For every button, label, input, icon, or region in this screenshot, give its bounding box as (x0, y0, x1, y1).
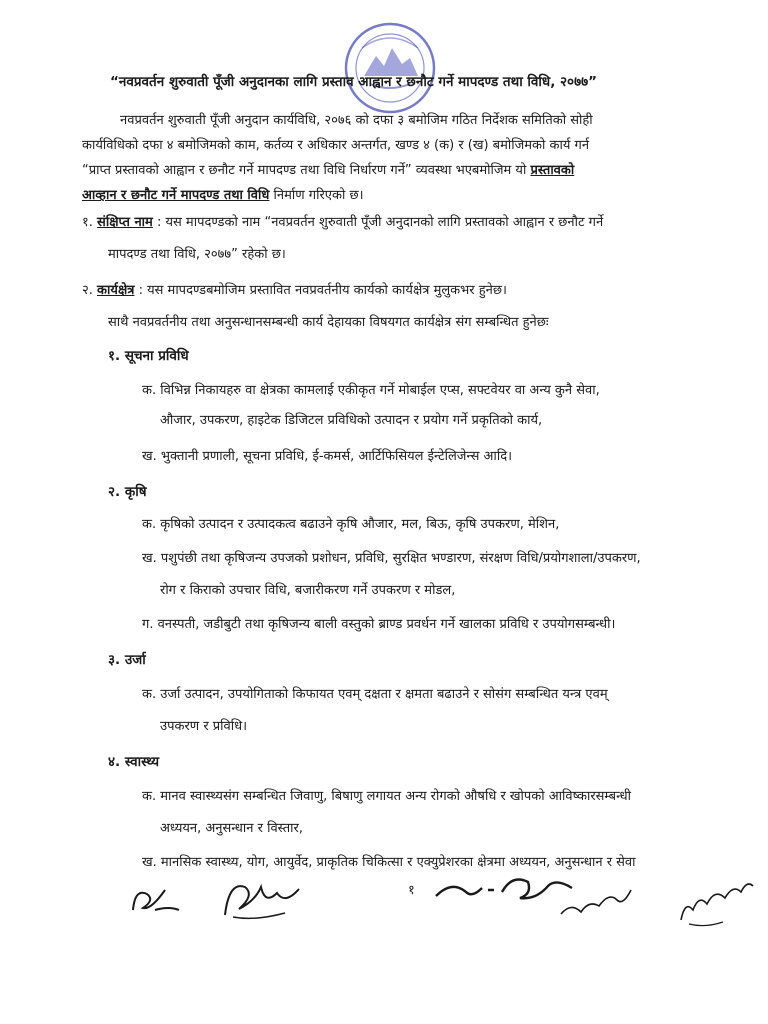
category-energy-item-ka-line-2: उपकरण र प्रविधि। (160, 719, 248, 734)
signature-5-icon (675, 870, 755, 930)
intro-line-4-underlined: आव्हान र छनौट गर्ने मापदण्ड तथा विधि (82, 188, 270, 203)
signature-2-icon (215, 875, 305, 925)
section-2-text-line-2: साथै नवप्रवर्तनीय तथा अनुसन्धानसम्बन्धी कार्य देहायका विषयगत कार्यक्षेत्र संग सम्बन्धित हुनेछः (108, 315, 549, 330)
category-heading-agriculture: २. कृषि (108, 484, 147, 500)
signature-4-icon (555, 882, 635, 922)
section-2 (82, 280, 507, 298)
section-1-text-line-2: मापदण्ड तथा विधि, २०७७” रहेको छ। (108, 247, 286, 262)
signature-1-icon (125, 880, 185, 920)
category-it-item-kha: ख. भुक्तानी प्रणाली, सूचना प्रविधि, ई-कमर्स, आर्टिफिसियल ईन्टेलिजेन्स आदि। (142, 449, 513, 464)
category-it-item-ka-line-1: क. विभिन्न निकायहरु वा क्षेत्रका कामलाई एकीकृत गर्ने मोबाईल एप्स, सफ्टवेयर वा अन्य कुनै सेवा, (142, 383, 600, 398)
category-heading-energy: ३. उर्जा (108, 652, 146, 668)
section-1-number: १. (82, 215, 93, 230)
document-title: “नवप्रवर्तन शुरुवाती पूँजी अनुदानका लागि प्रस्ताव आह्वान र छनौट गर्ने मापदण्ड तथा विधि, २०७७” (110, 74, 597, 90)
intro-line-2: कार्यविधिको दफा ४ बमोजिमको काम, कर्तव्य र अधिकार अन्तर्गत, खण्ड ४ (क) र (ख) बमोजिमको कार्य गर्न (82, 138, 590, 153)
category-health-item-ka-line-2: अध्ययन, अनुसन्धान र विस्तार, (160, 821, 303, 836)
intro-line-4 (82, 185, 364, 203)
category-it-item-ka-line-2: औजार, उपकरण, हाइटेक डिजिटल प्रविधिको उत्पादन र प्रयोग गर्ने प्रकृतिको कार्य, (160, 413, 543, 428)
intro-line-1: नवप्रवर्तन शुरुवाती पूँजी अनुदान कार्यविधि, २०७६ को दफा ३ बमोजिम गठित निर्देशक समितिको सोही (120, 113, 593, 128)
category-heading-health: ४. स्वास्थ्य (108, 754, 160, 770)
section-1-text: : यस मापदण्डको नाम “नवप्रवर्तन शुरुवाती पूँजी अनुदानको लागि प्रस्तावको आह्वान र छनौट गर्ने (152, 215, 604, 230)
section-1 (82, 212, 603, 230)
section-2-number: २. (82, 283, 93, 298)
intro-line-3 (82, 160, 574, 178)
intro-line-3-underlined: प्रस्तावको (530, 163, 575, 178)
section-1-label: संक्षिप्त नाम (97, 215, 153, 230)
category-agriculture-item-kha-line-1: ख. पशुपंछी तथा कृषिजन्य उपजको प्रशोधन, प्रविधि, सुरक्षित भण्डारण, संरक्षण विधि/प्रयोगशाला/उपकरण, (142, 551, 641, 566)
section-2-text: : यस मापदण्डबमोजिम प्रस्तावित नवप्रवर्तनीय कार्यको कार्यक्षेत्र मुलुकभर हुनेछ। (134, 283, 507, 298)
category-agriculture-item-kha-line-2: रोग र किराको उपचार विधि, बजारीकरण गर्ने उपकरण र मोडल, (160, 583, 456, 598)
category-energy-item-ka-line-1: क. उर्जा उत्पादन, उपयोगिताको किफायत एवम् दक्षता र क्षमता बढाउने र सोसंग सम्बन्धित यन्त्र एवम् (142, 687, 608, 702)
category-agriculture-item-ga: ग. वनस्पती, जडीबुटी तथा कृषिजन्य बाली वस्तुको ब्राण्ड प्रवर्धन गर्ने खालका प्रविधि र उपयोगसम्बन्धी। (142, 617, 616, 632)
intro-line-4-text: निर्माण गरिएको छ। (269, 188, 364, 203)
category-health-item-ka-line-1: क. मानव स्वास्थ्यसंग सम्बन्धित जिवाणु, बिषाणु लगायत अन्य रोगको औषधि र खोपको आविष्कारसम्बन्धी (142, 789, 632, 804)
section-2-label: कार्यक्षेत्र (97, 283, 135, 298)
category-heading-it: १. सूचना प्रविधि (108, 348, 189, 364)
category-health-item-kha: ख. मानसिक स्वास्थ्य, योग, आयुर्वेद, प्राकृतिक चिकित्सा र एक्युप्रेशरका क्षेत्रमा अध्ययन, अनुसन्धान र सेवा (142, 855, 636, 870)
government-seal-icon (340, 18, 440, 118)
intro-line-3-text: “प्राप्त प्रस्तावको आह्वान र छनौट गर्ने मापदण्ड तथा विधि निर्धारण गर्ने” व्यवस्था भएबमोजिम यो (82, 163, 531, 178)
category-agriculture-item-ka: क. कृषिको उत्पादन र उत्पादकत्व बढाउने कृषि औजार, मल, बिऊ, कृषि उपकरण, मेशिन, (142, 517, 560, 532)
page-number: १ (408, 883, 415, 898)
